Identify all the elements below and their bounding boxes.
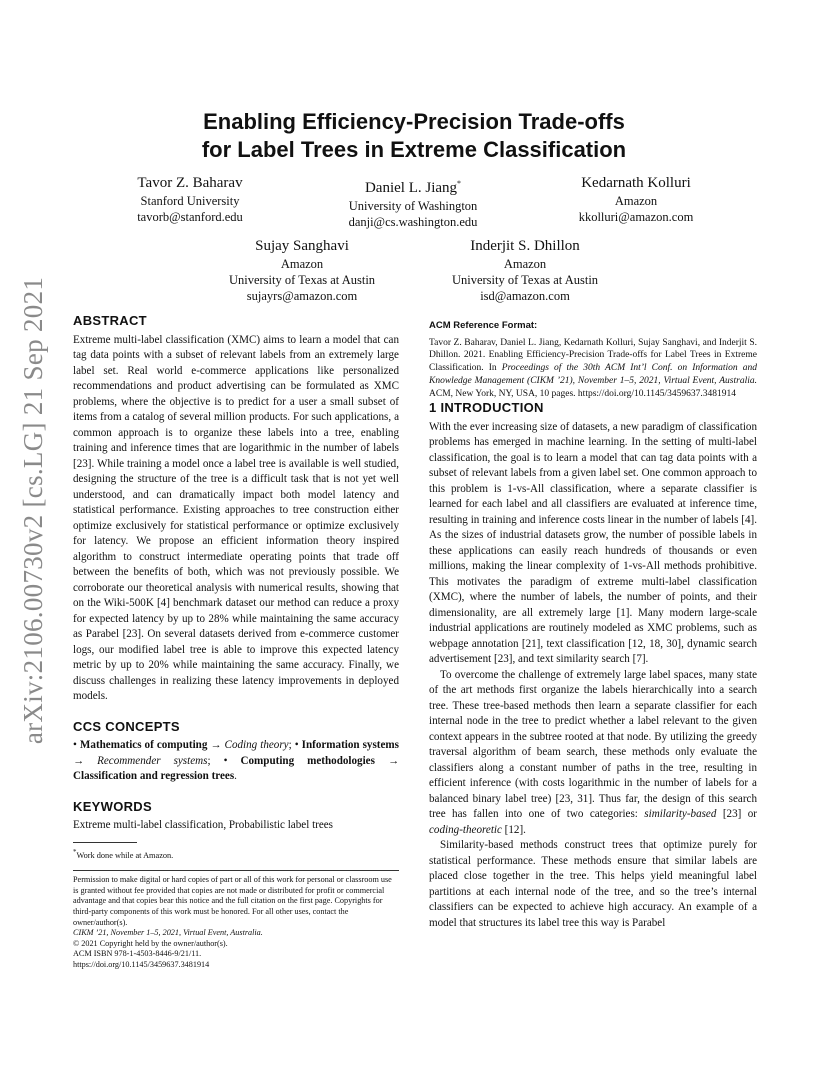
author-affiliation: Amazon (280, 257, 324, 271)
acm-reference-heading: ACM Reference Format: (429, 320, 538, 331)
author-affiliation: University of Washington (348, 199, 478, 213)
title-line-1: Enabling Efficiency-Precision Trade-offs (203, 109, 625, 134)
author-affiliation: Stanford University (140, 194, 240, 208)
paper-title (74, 108, 754, 164)
arxiv-id: arXiv:2106.00730v2 [cs.LG] 21 Sep 2021 (18, 276, 49, 744)
intro-paragraph-3: Similarity-based methods construct trees that optimize purely for statistical performance. These methods ensure that similar labels are placed close together in the tree. This helps yield meaningful label partitions at each internal node of the tree, and so the tree’s internal classifiers can be expected to achieve high accuracy. An example of a model that structures its label tree this way is Parabel (429, 839, 757, 929)
keywords-text: Extreme multi-label classification, Probabilistic label trees (73, 819, 334, 831)
title-line-2: for Label Trees in Extreme Classification (201, 137, 627, 162)
ccs-heading: CCS CONCEPTS (73, 718, 180, 734)
author-email: sujayrs@amazon.com (246, 289, 358, 303)
author-block (313, 174, 513, 230)
intro-paragraph-2: To overcome the challenge of extremely large label spaces, many state of the art methods first organize the labels hierarchically into a search tree. These tree-based methods then learn a separate classifier for each internal node in the tree to predict whether a label relevant to the given context appears in the subtree rooted at that node. By utilizing the greedy traversal algorithm of beam search, these methods only evaluate the classifiers along a constant number of paths in the tree, resulting in efficient inference (with costs logarithmic in the number of labels for a balanced binary label tree) [23, 31]. Thus far, the design of this search tree has fallen into one of two categories: similarity-based [23] or coding-theoretic [12]. (429, 668, 757, 836)
permission-rule (73, 870, 399, 871)
permission-text: Permission to make digital or hard copies of part or all of this work for personal or classroom use is granted without fee provided that copies are not made or distributed for profit or commercial advantage and that copies bear this notice and the full citation on the first page. Copyrights for third-party components of this work must be honored. For all other uses, contact the owner/author(s). (73, 875, 392, 927)
footnote-mark: * (457, 179, 462, 188)
author-block (536, 174, 736, 225)
footnote-rule (73, 842, 137, 843)
author-block (425, 237, 625, 304)
author-block (90, 174, 290, 225)
abstract-heading: ABSTRACT (73, 313, 147, 328)
ccs-concepts: • Mathematics of computing → Coding theory; • Information systems → Recommender systems; • Computing methodologies → Classification and regression trees. (73, 739, 400, 782)
author-email: isd@amazon.com (480, 289, 570, 303)
author-email: tavorb@stanford.edu (137, 210, 243, 224)
right-column (429, 318, 757, 931)
isbn-line: ACM ISBN 978-1-4503-8446-9/21/11. (73, 949, 202, 959)
author-affiliation: Amazon (503, 257, 547, 271)
copyright-line: © 2021 Copyright held by the owner/author(s). (73, 938, 228, 948)
permission-block (73, 875, 399, 970)
intro-paragraph-1: With the ever increasing size of datasets, a new paradigm of classification problems has emerged in machine learning. In the setting of multi-label classification, the goal is to learn a model that can tag data points with a subset of relevant labels from a given label set. One common approach to this problem is 1-vs-All classification, where a separate classifier is learned for each label and all classifiers are evaluated at inference time, resulting in training and inference costs linear in the number of labels [4]. As the sizes of industrial datasets grow, the number of possible labels in these applications can easily reach hundreds of thousands or even millions, making the linear complexity of 1-vs-All methods prohibitive. This motivates the paradigm of extreme multi-label classification (XMC), where the number of labels, the number of points, and their dimensionality, are all extremely large [1]. Many modern large-scale industrial applications are routinely modeled as XMC problems, such as webpage annotation [21], text classification [12, 18, 30], dynamic search advertisement [23], and text similarity search [7]. (429, 420, 757, 666)
author-name: Inderjit S. Dhillon (470, 238, 580, 254)
author-affiliation-2: University of Texas at Austin (228, 273, 376, 287)
author-email: danji@cs.washington.edu (348, 215, 478, 229)
acm-reference-text: Tavor Z. Baharav, Daniel L. Jiang, Kedarnath Kolluri, Sujay Sanghavi, and Inderjit S. Dhillon. 2021. Enabling Efficiency-Precision Trade-offs for Label Trees in Extreme Classification. In Proceedings of the 30th ACM Int’l Conf. on Information and Knowledge Management (CIKM ’21), November 1–5, 2021, Virtual Event, Australia. ACM, New York, NY, USA, 10 pages. https://doi.org/10.1145/3459637.3481914 (429, 337, 758, 399)
introduction-heading: 1 INTRODUCTION (429, 400, 544, 416)
author-name: Daniel L. Jiang* (364, 179, 462, 196)
author-name: Tavor Z. Baharav (137, 175, 243, 191)
author-name: Sujay Sanghavi (255, 238, 349, 254)
author-affiliation-2: University of Texas at Austin (451, 273, 599, 287)
arxiv-watermark (14, 276, 54, 744)
doi-link[interactable]: https://doi.org/10.1145/3459637.3481914 (73, 960, 210, 970)
left-column (73, 313, 399, 971)
author-affiliation: Amazon (614, 194, 658, 208)
author-email: kkolluri@amazon.com (578, 210, 694, 224)
author-name: Kedarnath Kolluri (581, 175, 691, 191)
author-block (202, 237, 402, 304)
keywords-heading: KEYWORDS (73, 798, 152, 814)
abstract-text: Extreme multi-label classification (XMC) aims to learn a model that can tag data points with a subset of relevant labels from an extremely large label set. Real world e-commerce applications like personalized recommendations and product advertising can be formulated as XMC problems, where the objective is to predict for a user a small subset of items from a catalog of several million products. For such applications, a common approach is to organize these labels into a tree, enabling training and inference times that are logarithmic in the number of labels [23]. While training a model once a label tree is available is well studied, designing the structure of the tree is a difficult task that is not yet well understood, and can dramatically impact both model latency and statistical performance. Existing approaches to tree construction either optimize exclusively for statistical performance or optimize exclusively for latency. We propose an efficient information theory inspired algorithm to construct intermediate operating points that trade off between the benefits of both, which was not previously possible. We corroborate our theoretical analysis with numerical results, showing that on the Wiki-500K [4] benchmark dataset our method can reduce a proxy for expected latency by up to 28% while maintaining the same accuracy as Parabel [23]. On several datasets derived from e-commerce customer logs, our modified label tree is able to improve this expected latency metric by up to 20% while maintaining the same accuracy. Finally, we discuss challenges in realizing these latency improvements in deployed models. (73, 333, 399, 702)
footnote: *Work done while at Amazon. (73, 848, 174, 860)
conference-info: CIKM ’21, November 1–5, 2021, Virtual Event, Australia. (73, 928, 263, 938)
